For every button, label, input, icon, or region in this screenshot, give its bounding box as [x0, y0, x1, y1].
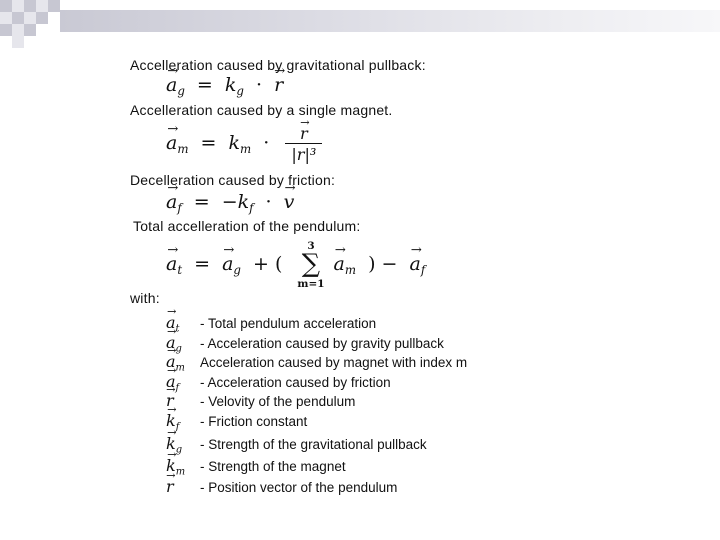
legend-row: [166, 333, 444, 353]
subscript: f: [420, 262, 426, 277]
legend-description: - Acceleration caused by friction: [200, 375, 391, 390]
symbol: a: [166, 333, 176, 352]
legend-row: [166, 456, 346, 476]
symbol: a: [409, 252, 421, 275]
vector-symbol: [166, 74, 177, 96]
summation-lower-limit: m=1: [297, 277, 325, 290]
vector-symbol: [166, 191, 177, 213]
subscript: g: [175, 343, 182, 355]
dot-operator: ·: [265, 191, 272, 213]
symbol: r: [274, 74, 284, 96]
heading-total: Total accelleration of the pendulum:: [133, 218, 361, 234]
legend-description: - Total pendulum acceleration: [200, 316, 377, 331]
symbol: a: [166, 352, 176, 371]
fraction-numerator: [285, 124, 322, 143]
formula-gravity: [166, 74, 283, 98]
legend-description: - Strength of the gravitational pullback: [200, 437, 427, 452]
close-paren-minus: ) −: [368, 252, 398, 275]
subscript: t: [175, 323, 180, 335]
legend-row: [166, 391, 355, 411]
subscript: m: [177, 142, 189, 157]
formula-friction: [166, 191, 294, 215]
subscript: m: [344, 262, 357, 277]
vector-symbol: [166, 253, 177, 275]
heading-magnet: Accelleration caused by a single magnet.: [130, 102, 393, 118]
legend-row: [166, 352, 467, 372]
legend-row: [166, 477, 397, 497]
symbol: v: [283, 191, 295, 213]
subscript: f: [177, 201, 182, 216]
legend-row: [166, 313, 376, 333]
symbol: a: [166, 191, 178, 213]
equals-sign: =: [200, 132, 217, 154]
legend-description: - Velovity of the pendulum: [200, 394, 356, 409]
heading-gravity: Accelleration caused by gravitational pullback:: [130, 57, 426, 73]
symbol: k: [166, 411, 176, 430]
sigma-icon: ∑: [301, 249, 321, 279]
formula-magnet: [166, 124, 322, 164]
summation: [297, 240, 324, 290]
subscript: t: [177, 262, 183, 277]
plus-open-paren: + (: [253, 252, 283, 275]
legend-description: - Friction constant: [200, 414, 308, 429]
symbol: k: [166, 456, 176, 475]
subscript: g: [177, 84, 185, 99]
symbol: r: [166, 391, 174, 410]
symbol: k: [224, 74, 237, 96]
vector-symbol: [300, 124, 308, 143]
equals-sign: =: [196, 74, 213, 96]
fraction: [285, 124, 322, 164]
formula-total: [166, 240, 425, 290]
subscript: g: [175, 444, 183, 456]
heading-friction: Decelleration caused by friction:: [130, 172, 336, 188]
legend-description: Acceleration caused by magnet with index m: [200, 355, 468, 370]
legend-row: [166, 411, 307, 431]
equals-sign: =: [194, 252, 211, 275]
subscript: f: [249, 201, 254, 216]
subscript: m: [175, 466, 186, 478]
symbol: a: [166, 132, 178, 154]
symbol: a: [166, 74, 178, 96]
symbol: k: [166, 434, 176, 453]
subscript: f: [175, 421, 180, 433]
vector-symbol: [284, 191, 295, 213]
subscript: m: [175, 362, 185, 374]
equals-sign: =: [193, 191, 210, 213]
legend-row: [166, 372, 391, 392]
symbol: a: [222, 252, 234, 275]
legend-symbol: [166, 477, 200, 498]
symbol: a: [166, 252, 178, 275]
dot-operator: ·: [263, 132, 270, 154]
subscript: g: [236, 84, 244, 99]
symbol: a: [333, 252, 345, 275]
vector-symbol: [274, 74, 283, 96]
symbol: a: [166, 313, 176, 332]
fraction-denominator: |r|³: [285, 143, 322, 164]
vector-symbol: [334, 253, 345, 275]
heading-with: with:: [130, 290, 160, 306]
legend-description: - Position vector of the pendulum: [200, 480, 398, 495]
summation-upper-limit: 3: [307, 240, 315, 252]
symbol: r: [300, 124, 308, 143]
legend-description: - Strength of the magnet: [200, 459, 346, 474]
legend-row: [166, 434, 427, 454]
vector-symbol: [166, 477, 174, 496]
vector-symbol: [166, 132, 177, 154]
subscript: g: [233, 262, 241, 277]
symbol: k: [228, 132, 241, 154]
vector-symbol: [222, 253, 233, 275]
subscript: m: [240, 142, 252, 157]
symbol: a: [166, 372, 176, 391]
symbol: r: [166, 477, 174, 496]
vector-symbol: [410, 253, 421, 275]
dot-operator: ·: [256, 74, 263, 96]
symbol: −k: [221, 191, 250, 213]
subscript: f: [175, 382, 180, 394]
legend-description: - Acceleration caused by gravity pullback: [200, 336, 444, 351]
